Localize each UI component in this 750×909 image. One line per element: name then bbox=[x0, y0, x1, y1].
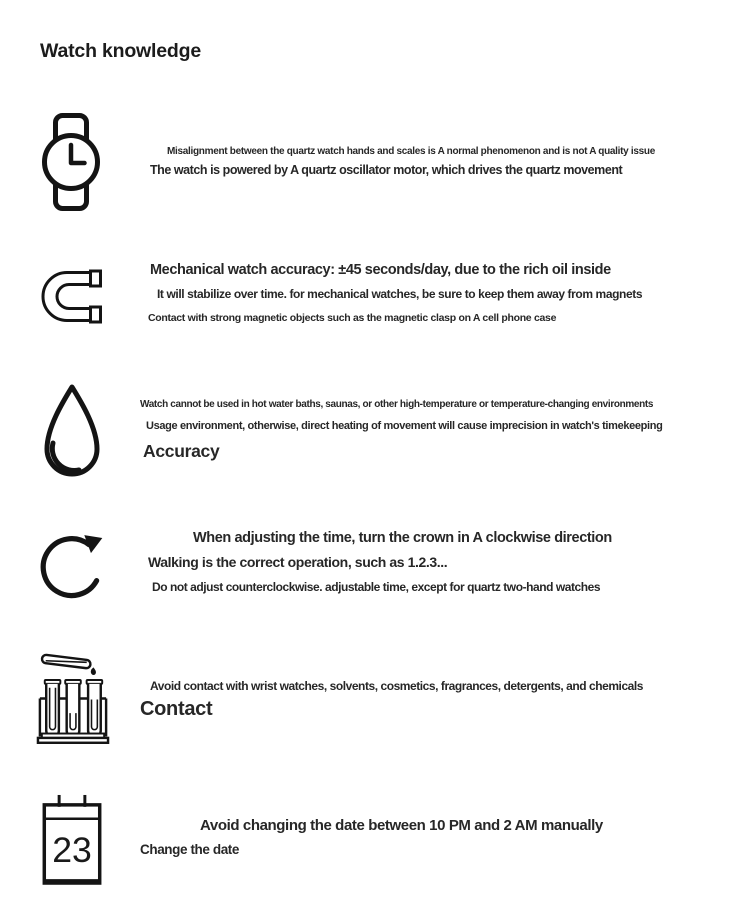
clockwise-arrow-icon bbox=[36, 524, 108, 607]
change-date-label: Change the date bbox=[140, 842, 240, 857]
magnet-warning-note: It will stabilize over time. for mechanical watches, be sure to keep them away from magnets bbox=[157, 287, 643, 301]
test-tubes-icon bbox=[36, 648, 110, 747]
accuracy-heading: Accuracy bbox=[143, 441, 220, 461]
water-drop-icon bbox=[38, 382, 106, 483]
mechanical-accuracy-headline: Mechanical watch accuracy: ±45 seconds/day, due to the rich oil inside bbox=[150, 262, 611, 278]
magnetic-contact-note: Contact with strong magnetic objects such as the magnetic clasp on A cell phone case bbox=[148, 312, 557, 324]
calendar-icon bbox=[40, 792, 104, 887]
clockwise-adjust-headline: When adjusting the time, turn the crown in A clockwise direction bbox=[193, 530, 612, 546]
date-change-headline: Avoid changing the date between 10 PM and 2 AM manually bbox=[200, 817, 603, 834]
quartz-movement-note: The watch is powered by A quartz oscillator motor, which drives the quartz movement bbox=[150, 163, 623, 177]
contact-heading: Contact bbox=[140, 698, 213, 720]
usage-environment-note: Usage environment, otherwise, direct heating of movement will cause imprecision in watch's timekeeping bbox=[146, 420, 663, 432]
quartz-misalignment-note: Misalignment between the quartz watch hands and scales is A normal phenomenon and is not A quality issue bbox=[167, 146, 655, 157]
watch-icon bbox=[42, 112, 100, 212]
walking-operation-note: Walking is the correct operation, such as 1.2.3... bbox=[148, 554, 448, 570]
counterclockwise-warning-note: Do not adjust counterclockwise. adjustable time, except for quartz two-hand watches bbox=[152, 580, 601, 594]
hot-water-warning-note: Watch cannot be used in hot water baths, saunas, or other high-temperature or temperature-changing environments bbox=[140, 399, 654, 410]
page-title: Watch knowledge bbox=[40, 40, 201, 62]
calendar-day-number: 23 bbox=[52, 830, 92, 871]
magnet-icon bbox=[40, 267, 104, 326]
chemical-contact-note: Avoid contact with wrist watches, solvents, cosmetics, fragrances, detergents, and chemicals bbox=[150, 679, 643, 693]
